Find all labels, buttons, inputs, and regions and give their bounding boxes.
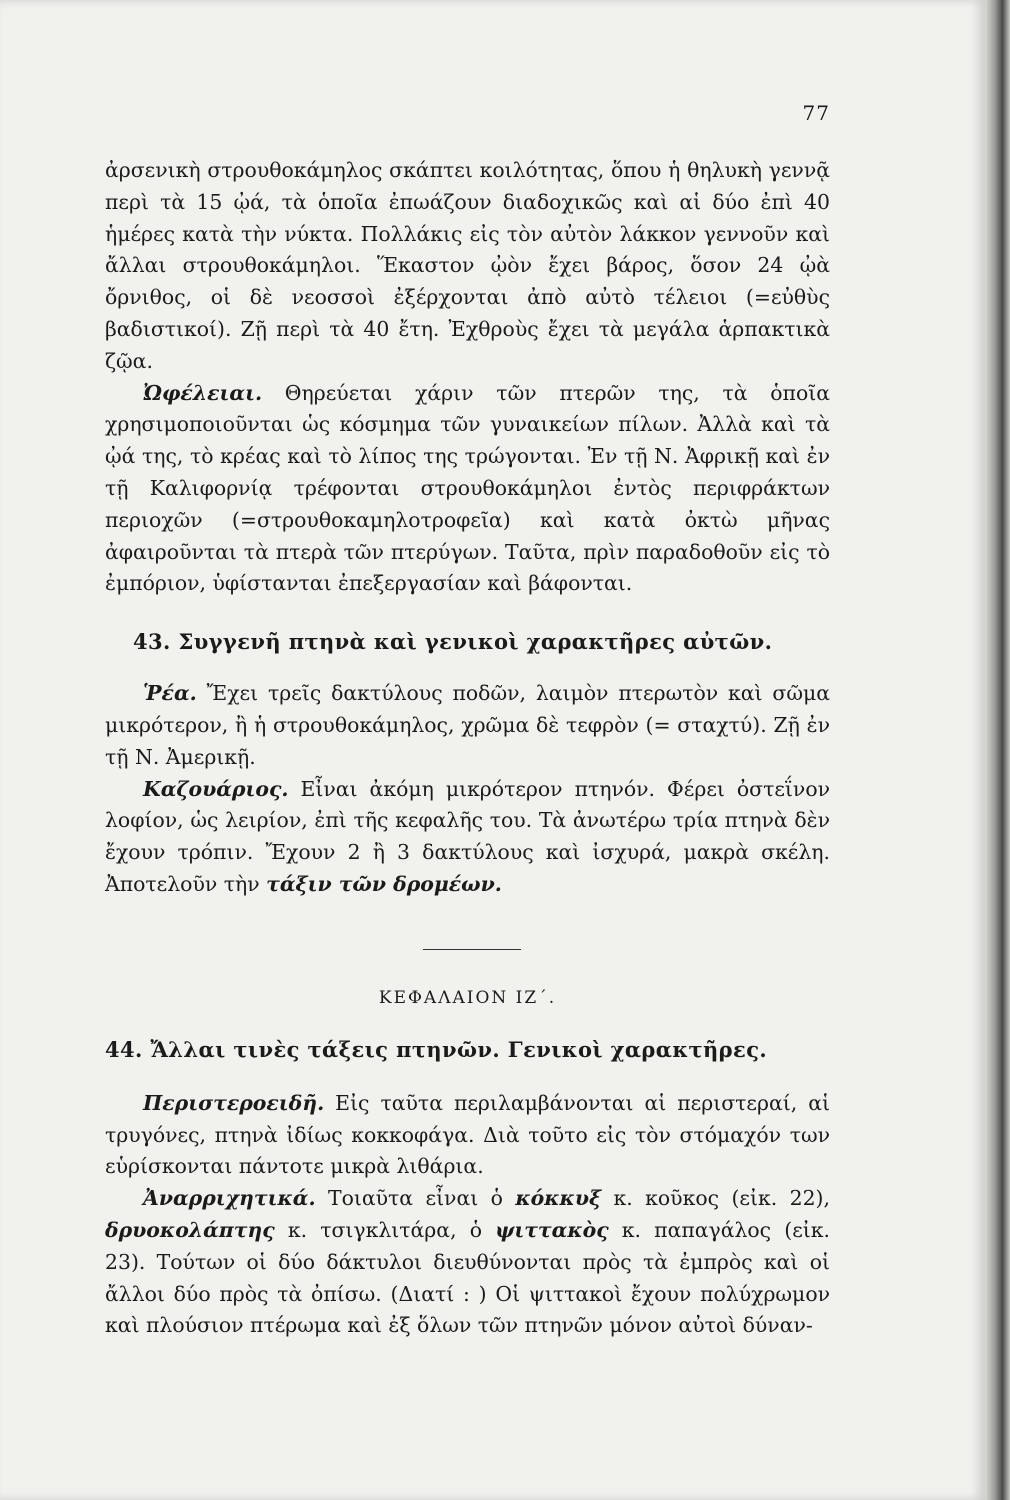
- paragraph-text-pigeons: Εἰς ταῦτα περιλαμβάνονται αἱ περιστεραί, αἱ τρυγόνες, πτηνὰ ἰδίως κοκκοφάγα. Διὰ τοῦτο εἰς τὸν στόμαχόν των εὑρίσκονται πάντοτε μικρὰ λιθάρια.: [105, 1090, 830, 1179]
- paragraph-cassowary: [105, 774, 830, 901]
- paragraph-rhea: [105, 678, 830, 773]
- paragraph-text-climbers-3: κ. τσιγκλιτάρα, ὁ: [274, 1217, 496, 1242]
- paragraph-lead-climbers: Ἀναρριχητικά.: [143, 1186, 316, 1211]
- page-content: [105, 95, 830, 1342]
- page-edge-shadow: [985, 0, 1010, 1500]
- term-woodpecker: δρυοκολάπτης: [105, 1217, 275, 1242]
- paragraph-ostrich-nesting: ἀρσενικὴ στρουθοκάμηλος σκάπτει κοιλότητας, ὅπου ἡ θηλυκὴ γεννᾷ περὶ τὰ 15 ᾠά, τὰ ὁποῖα ἐπωάζουν διαδοχικῶς καὶ αἱ δύο ἐπὶ 40 ἡμέρες κατὰ τὴν νύκτα. Πολλάκις εἰς τὸν αὐτὸν λάκκον γεννοῦν καὶ ἄλλαι στρουθοκάμηλοι. Ἕκαστον ᾠὸν ἔχει βάρος, ὅσον 24 ᾠὰ ὄρνιθος, οἱ δὲ νεοσσοὶ ἐξέρχονται ἀπὸ αὐτὸ τέλειοι (=εὐθὺς βαδιστικοί). Ζῇ περὶ τὰ 40 ἔτη. Ἐχθροὺς ἔχει τὰ μεγάλα ἁρπακτικὰ ζῷα.: [105, 158, 830, 373]
- term-runners-order: τάξιν τῶν δρομέων.: [266, 871, 502, 896]
- paragraph-climbers: [105, 1183, 830, 1342]
- section-heading-43: 43. Συγγενῆ πτηνὰ καὶ γενικοὶ χαρακτῆρες αὐτῶν.: [133, 629, 773, 655]
- paragraph-text-climbers-4: κ. παπαγάλος (εἰκ. 23). Τούτων οἱ δύο δάκτυλοι διευθύνονται πρὸς τὰ ἐμπρὸς καὶ οἱ ἄλλοι δύο πρὸς τὰ ὀπίσω. (Διατί : ) Οἱ ψιττακοὶ ἔχουν πολύχρωμον καὶ πλούσιον πτέρωμα καὶ ἐξ ὅλων τῶν πτηνῶν μόνον αὐτοὶ δύναν-: [105, 1217, 830, 1338]
- paragraph-lead-pigeons: Περιστεροειδῆ.: [143, 1090, 325, 1115]
- paragraph-text-rhea: Ἔχει τρεῖς δακτύλους ποδῶν, λαιμὸν πτερωτὸν καὶ σῶμα μικρότερον, ἢ ἡ στρουθοκάμηλος, χρῶμα δὲ τεφρὸν (= σταχτύ). Ζῇ ἐν τῇ Ν. Ἀμερικῇ.: [105, 681, 830, 769]
- section-heading-44: 44. Ἄλλαι τινὲς τάξεις πτηνῶν. Γενικοὶ χαρακτῆρες.: [105, 1036, 768, 1062]
- paragraph-pigeons: [105, 1088, 830, 1183]
- paragraph-text-cassowary: Εἶναι ἀκόμη μικρότερον πτηνόν. Φέρει ὀστεΐνον λοφίον, ὡς λειρίον, ἐπὶ τῆς κεφαλῆς του. Τὰ ἀνωτέρω τρία πτηνὰ δὲν ἔχουν τρόπιν. Ἔχουν 2 ἢ 3 δακτύλους καὶ ἰσχυρά, μακρὰ σκέλη. Ἀποτελοῦν τὴν: [105, 776, 830, 896]
- paragraph-text-climbers-2: κ. κοῦκος (εἰκ. 22),: [601, 1186, 830, 1211]
- paragraph-text-benefits: Θηρεύεται χάριν τῶν πτερῶν της, τὰ ὁποῖα χρησιμοποιοῦνται ὡς κόσμημα τῶν γυναικείων πίλων. Ἀλλὰ καὶ τὰ ᾠά της, τὸ κρέας καὶ τὸ λίπος της τρώγονται. Ἐν τῇ Ν. Ἀφρικῇ καὶ ἐν τῇ Καλιφορνίᾳ τρέφονται στρουθοκάμηλοι ἐντὸς περιφράκτων περιοχῶν (=στρουθοκαμηλοτροφεῖα) καὶ κατὰ ὀκτὼ μῆνας ἀφαιροῦνται τὰ πτερὰ τῶν πτερύγων. Ταῦτα, πρὶν παραδοθοῦν εἰς τὸ ἐμπόριον, ὑφίστανται ἐπεξεργασίαν καὶ βάφονται.: [105, 380, 830, 596]
- page-number: 77: [802, 101, 830, 125]
- term-cuckoo: κόκκυξ: [515, 1186, 602, 1211]
- chapter-title: ΚΕΦΑΛΑΙΟΝ ΙΖ΄.: [378, 987, 557, 1008]
- term-parrot: ψιττακὸς: [495, 1217, 609, 1242]
- paragraph-lead-benefits: Ὠφέλειαι.: [143, 380, 263, 405]
- section-divider: [423, 949, 521, 950]
- paragraph-benefits: [105, 378, 830, 601]
- paragraph-lead-rhea: Ῥέα.: [143, 681, 197, 706]
- paragraph-lead-cassowary: Καζουάριος.: [143, 776, 289, 801]
- paragraph-text-climbers-1: Τοιαῦτα εἶναι ὁ: [315, 1186, 516, 1211]
